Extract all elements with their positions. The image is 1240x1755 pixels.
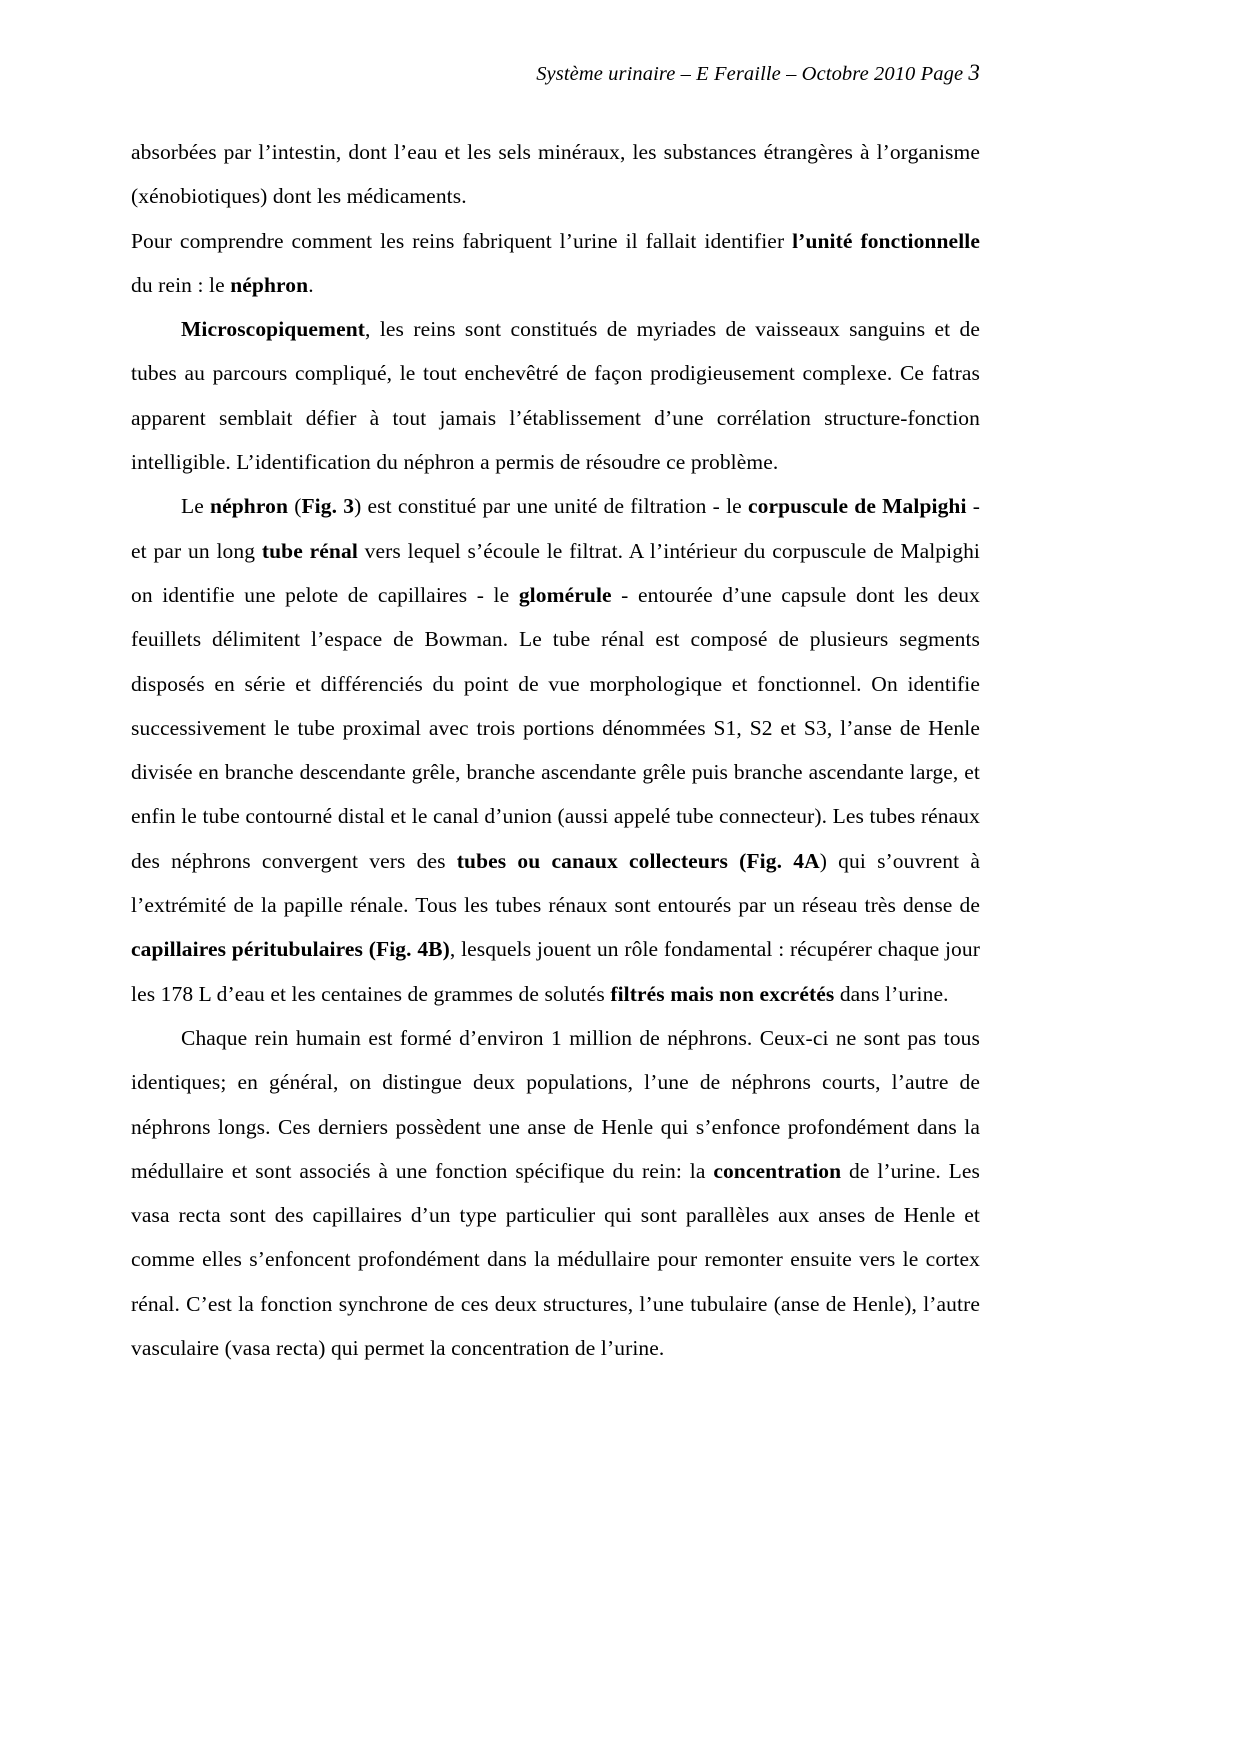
paragraph bbox=[131, 484, 980, 1016]
text-run: - et par un long bbox=[131, 494, 980, 563]
text-run: vers lequel s’écoule le filtrat. A l’intérieur du corpuscule de Malpighi on identifie une pelote de capillaires - le bbox=[131, 538, 980, 607]
text-run: , lesquels jouent un rôle fondamental : récupérer chaque jour les 178 L d’eau et les centaines de grammes de solutés bbox=[131, 937, 981, 1006]
text-run: absorbées par l’intestin, dont l’eau et les sels minéraux, les substances étrangères à l’organisme (xénobiotiques) dont les médicaments. bbox=[131, 140, 980, 209]
emphasis-term: concentration bbox=[713, 1158, 842, 1183]
text-run: dans l’urine. bbox=[834, 981, 949, 1006]
header-title: Système urinaire – E Feraille – Octobre 2010 Page bbox=[536, 63, 969, 85]
emphasis-term: corpuscule de Malpighi bbox=[747, 494, 967, 519]
header-page-number: 3 bbox=[968, 60, 980, 85]
text-run: - entourée d’une capsule dont les deux feuillets délimitent l’espace de Bowman. Le tube rénal est composé de plusieurs segments disposés en série et différenciés du point de vue morphologique et fonctionnel. On identifie successivement le tube proximal avec trois portions dénommées S1, S2 et S3, l’anse de Henle divisée en branche descendante grêle, branche ascendante grêle puis branche ascendante large, et enfin le tube contourné distal et le canal d’union (aussi appelé tube connecteur). Les tubes rénaux des néphrons convergent vers des bbox=[131, 582, 980, 873]
emphasis-term: tube rénal bbox=[261, 538, 358, 563]
paragraph bbox=[131, 130, 980, 219]
text-run: Pour comprendre comment les reins fabriquent l’urine il fallait identifier bbox=[131, 228, 793, 253]
text-run: . bbox=[308, 272, 314, 297]
emphasis-term: néphron bbox=[230, 272, 309, 297]
page-header bbox=[130, 60, 980, 86]
paragraph bbox=[131, 307, 980, 484]
text-run: du rein : le bbox=[131, 272, 231, 297]
text-run: ( bbox=[288, 494, 302, 519]
text-run: , les reins sont constitués de myriades de vaisseaux sanguins et de tubes au parcours compliqué, le tout enchevêtré de façon prodigieusement complexe. Ce fatras apparent semblait défier à tout jamais l’établissement d’une corrélation structure-fonction intelligible. L’identification du néphron a permis de résoudre ce problème. bbox=[131, 317, 980, 475]
emphasis-term: tubes ou canaux collecteurs (Fig. 4A bbox=[456, 848, 820, 873]
emphasis-term: néphron bbox=[210, 494, 289, 519]
document-body bbox=[131, 130, 980, 1370]
emphasis-term: filtrés mais non excrétés bbox=[610, 981, 835, 1006]
text-run: Chaque rein humain est formé d’environ 1 million de néphrons. Ceux-ci ne sont pas tous identiques; en général, on distingue deux populations, l’une de néphrons courts, l’autre de néphrons longs. Ces derniers possèdent une anse de Henle qui s’enfonce profondément dans la médullaire et sont associés à une fonction spécifique du rein: la bbox=[131, 1025, 980, 1183]
text-run: ) est constitué par une unité de filtration - le bbox=[354, 494, 748, 519]
text-run: de l’urine. Les vasa recta sont des capillaires d’un type particulier qui sont parallèles aux anses de Henle et comme elles s’enfoncent profondément dans la médullaire pour remonter ensuite vers le cortex rénal. C’est la fonction synchrone de ces deux structures, l’une tubulaire (anse de Henle), l’autre vasculaire (vasa recta) qui permet la concentration de l’urine. bbox=[131, 1158, 980, 1361]
paragraph bbox=[131, 219, 980, 308]
text-run: Le bbox=[181, 494, 211, 519]
emphasis-term: Microscopiquement bbox=[181, 317, 366, 342]
paragraph bbox=[131, 1016, 980, 1370]
emphasis-term: capillaires péritubulaires (Fig. 4B) bbox=[131, 937, 450, 962]
text-run: ) qui s’ouvrent à l’extrémité de la papille rénale. Tous les tubes rénaux sont entourés par un réseau très dense de bbox=[131, 848, 981, 918]
emphasis-term: glomérule bbox=[518, 582, 612, 607]
emphasis-term: Fig. 3 bbox=[301, 494, 355, 519]
emphasis-term: l’unité fonctionnelle bbox=[792, 228, 980, 253]
